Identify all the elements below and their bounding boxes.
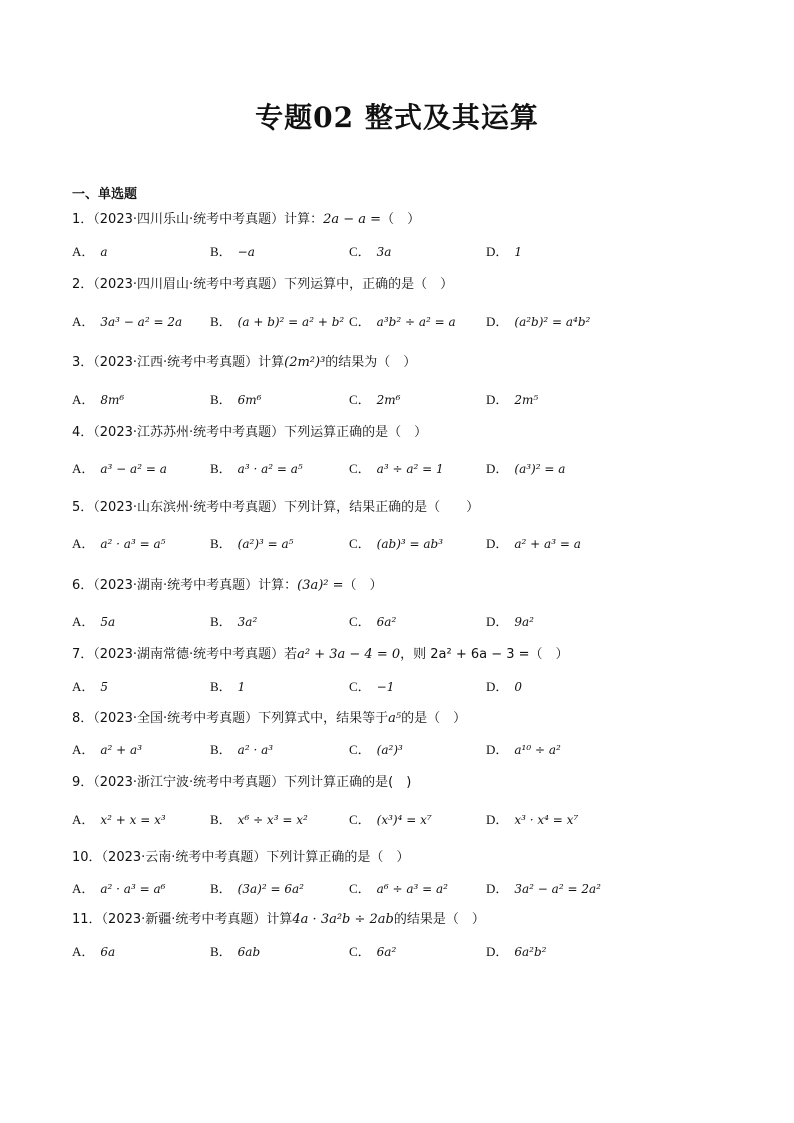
option-expression: a² + a³ [100, 743, 143, 757]
option-expression: x⁶ ÷ x³ = x² [237, 813, 308, 827]
question-tail: （ ） [343, 578, 383, 593]
option-letter: D． [486, 812, 509, 827]
option-letter: A． [72, 536, 95, 551]
question-3 [72, 351, 416, 370]
option-c[interactable] [349, 533, 443, 552]
option-d[interactable] [486, 458, 565, 477]
option-b[interactable] [210, 739, 273, 758]
option-expression: a² + a³ = a [514, 537, 581, 551]
option-letter: C． [349, 742, 371, 757]
option-expression: a³ · a² = a⁵ [237, 462, 303, 476]
options-row [72, 533, 732, 553]
options-row [72, 941, 732, 961]
option-a[interactable] [72, 458, 167, 477]
option-c[interactable] [349, 611, 396, 630]
option-expression: a³ ÷ a² = 1 [376, 462, 444, 476]
question-math: a⁵ [388, 711, 402, 726]
option-expression: 2m⁵ [514, 393, 539, 407]
option-a[interactable] [72, 809, 166, 828]
question-10 [72, 846, 409, 865]
question-text: 3．（2023·江西·统考中考真题）计算 [72, 355, 285, 370]
option-b[interactable] [210, 458, 303, 477]
option-expression: (a²)³ [376, 743, 403, 757]
option-expression: −1 [376, 680, 395, 694]
question-text: 4．（2023·江苏苏州·统考中考真题）下列运算正确的是（ ） [72, 425, 428, 440]
option-expression: 3a [376, 245, 392, 259]
option-d[interactable] [486, 941, 546, 960]
options-row [72, 739, 732, 759]
option-d[interactable] [486, 311, 590, 330]
option-letter: A． [72, 461, 95, 476]
question-7 [72, 643, 569, 662]
option-a[interactable] [72, 739, 142, 758]
option-letter: D． [486, 679, 509, 694]
option-expression: 0 [514, 680, 523, 694]
option-letter: C． [349, 679, 371, 694]
option-d[interactable] [486, 739, 561, 758]
option-d[interactable] [486, 241, 522, 260]
question-text: 7．（2023·湖南常德·统考中考真题）若 [72, 647, 298, 662]
option-d[interactable] [486, 878, 601, 897]
option-expression: a² · a³ [237, 743, 274, 757]
question-tail: 的结果为（ ） [325, 355, 417, 370]
options-row [72, 458, 732, 478]
option-c[interactable] [349, 878, 448, 897]
option-letter: A． [72, 679, 95, 694]
question-math: 4a · 3a²b ÷ 2ab [292, 912, 394, 927]
option-expression: a [100, 245, 108, 259]
option-letter: B． [210, 944, 232, 959]
option-expression: 6m⁶ [237, 393, 262, 407]
question-math: (3a)² = [297, 578, 344, 593]
option-expression: 6a² [376, 615, 397, 629]
question-9 [72, 771, 411, 790]
question-text: 5．（2023·山东滨州·统考中考真题）下列计算，结果正确的是（ ） [72, 500, 480, 515]
option-expression: (x³)⁴ = x⁷ [376, 813, 432, 827]
option-letter: B． [210, 244, 232, 259]
option-expression: a¹⁰ ÷ a² [514, 743, 561, 757]
option-a[interactable] [72, 611, 115, 630]
option-b[interactable] [210, 809, 308, 828]
page-title: 专题02 整式及其运算 [255, 101, 539, 134]
option-expression: (a + b)² = a² + b² [237, 315, 345, 329]
option-c[interactable] [349, 676, 394, 695]
option-letter: D． [486, 314, 509, 329]
question-6 [72, 574, 383, 593]
option-b[interactable] [210, 878, 304, 897]
question-math: 2a − a = [323, 212, 382, 227]
option-c[interactable] [349, 941, 396, 960]
option-letter: C． [349, 244, 371, 259]
option-expression: a⁶ ÷ a³ = a² [376, 882, 448, 896]
question-math: a² + 3a − 4 = 0 [297, 647, 401, 662]
options-row [72, 389, 732, 409]
option-expression: 3a³ − a² = 2a [100, 315, 183, 329]
question-text: 11．（2023·新疆·统考中考真题）计算 [72, 912, 293, 927]
option-d[interactable] [486, 389, 538, 408]
option-letter: B． [210, 314, 232, 329]
option-letter: B． [210, 881, 232, 896]
question-text: 1．（2023·四川乐山·统考中考真题）计算： [72, 212, 324, 227]
option-expression: 5a [100, 615, 116, 629]
option-letter: D． [486, 392, 509, 407]
option-a[interactable] [72, 941, 115, 960]
option-letter: C． [349, 536, 371, 551]
question-text: 10．（2023·云南·统考中考真题）下列计算正确的是（ ） [72, 850, 410, 865]
question-8 [72, 707, 466, 726]
option-letter: A． [72, 314, 95, 329]
options-row [72, 809, 732, 829]
option-expression: 6a²b² [514, 945, 547, 959]
option-c[interactable] [349, 739, 403, 758]
option-c[interactable] [349, 389, 401, 408]
option-b[interactable] [210, 676, 245, 695]
option-expression: (3a)² = 6a² [237, 882, 304, 896]
question-tail: 的是（ ） [401, 711, 467, 726]
option-letter: C． [349, 461, 371, 476]
option-letter: B． [210, 614, 232, 629]
option-d[interactable] [486, 533, 581, 552]
option-expression: 6ab [237, 945, 261, 959]
question-text: 6．（2023·湖南·统考中考真题）计算： [72, 578, 298, 593]
option-expression: a³ − a² = a [100, 462, 167, 476]
question-11 [72, 908, 485, 927]
option-a[interactable] [72, 241, 108, 260]
question-tail: （ ） [381, 212, 421, 227]
options-row [72, 878, 732, 898]
option-expression: (a²b)² = a⁴b² [514, 315, 591, 329]
option-expression: −a [237, 245, 255, 259]
option-a[interactable] [72, 389, 124, 408]
question-5 [72, 496, 479, 515]
option-expression: 6a² [376, 945, 397, 959]
option-letter: C． [349, 812, 371, 827]
option-a[interactable] [72, 676, 108, 695]
option-c[interactable] [349, 311, 456, 330]
option-expression: (a³)² = a [514, 462, 566, 476]
option-letter: A． [72, 614, 95, 629]
option-a[interactable] [72, 878, 165, 897]
section-heading: 一、单选题 [72, 187, 138, 202]
option-letter: C． [349, 881, 371, 896]
option-b[interactable] [210, 311, 344, 330]
option-letter: B． [210, 392, 232, 407]
option-letter: D． [486, 742, 509, 757]
question-text: 8．（2023·全国·统考中考真题）下列算式中，结果等于 [72, 711, 389, 726]
option-letter: A． [72, 392, 95, 407]
option-letter: B． [210, 812, 232, 827]
option-expression: 3a² [237, 615, 258, 629]
option-expression: (a²)³ = a⁵ [237, 537, 294, 551]
option-expression: 3a² − a² = 2a² [514, 882, 601, 896]
option-letter: C． [349, 314, 371, 329]
option-letter: D． [486, 536, 509, 551]
option-letter: A． [72, 742, 95, 757]
options-row [72, 611, 732, 631]
option-expression: a² · a³ = a⁵ [100, 537, 166, 551]
question-1 [72, 208, 420, 227]
option-letter: A． [72, 881, 95, 896]
question-4 [72, 421, 427, 440]
option-expression: a³b² ÷ a² = a [376, 315, 456, 329]
option-expression: 2m⁶ [376, 393, 401, 407]
option-letter: D． [486, 944, 509, 959]
option-letter: A． [72, 812, 95, 827]
option-b[interactable] [210, 941, 260, 960]
option-expression: 1 [514, 245, 523, 259]
question-2 [72, 273, 453, 292]
option-b[interactable] [210, 389, 262, 408]
question-text: 2．（2023·四川眉山·统考中考真题）下列运算中，正确的是（ ） [72, 277, 454, 292]
option-letter: D． [486, 614, 509, 629]
options-row [72, 241, 732, 261]
option-letter: A． [72, 944, 95, 959]
option-expression: x³ · x⁴ = x⁷ [514, 813, 579, 827]
option-letter: B． [210, 742, 232, 757]
option-letter: B． [210, 536, 232, 551]
option-expression: 5 [100, 680, 109, 694]
question-text: 9．（2023·浙江宁波·统考中考真题）下列计算正确的是( ) [72, 775, 412, 790]
option-letter: D． [486, 244, 509, 259]
options-row [72, 311, 732, 331]
option-letter: D． [486, 881, 509, 896]
question-tail: 的结果是（ ） [393, 912, 485, 927]
option-a[interactable] [72, 533, 165, 552]
option-expression: 8m⁶ [100, 393, 125, 407]
option-c[interactable] [349, 241, 391, 260]
option-letter: C． [349, 614, 371, 629]
option-letter: A． [72, 244, 95, 259]
option-d[interactable] [486, 809, 578, 828]
option-b[interactable] [210, 611, 257, 630]
option-d[interactable] [486, 611, 534, 630]
option-b[interactable] [210, 533, 293, 552]
option-expression: a² · a³ = a⁶ [100, 882, 166, 896]
option-letter: D． [486, 461, 509, 476]
option-letter: C． [349, 944, 371, 959]
option-b[interactable] [210, 241, 255, 260]
option-letter: B． [210, 679, 232, 694]
option-d[interactable] [486, 676, 522, 695]
option-letter: C． [349, 392, 371, 407]
option-c[interactable] [349, 809, 432, 828]
option-c[interactable] [349, 458, 444, 477]
option-expression: 9a² [514, 615, 534, 629]
options-row [72, 676, 732, 696]
question-tail: ，则 2a² + 6a − 3 =（ ） [400, 647, 569, 662]
option-letter: B． [210, 461, 232, 476]
question-math: (2m²)³ [284, 355, 326, 370]
option-expression: 1 [237, 680, 246, 694]
option-expression: (ab)³ = ab³ [376, 537, 444, 551]
option-expression: 6a [100, 945, 116, 959]
option-expression: x² + x = x³ [100, 813, 166, 827]
option-a[interactable] [72, 311, 182, 330]
